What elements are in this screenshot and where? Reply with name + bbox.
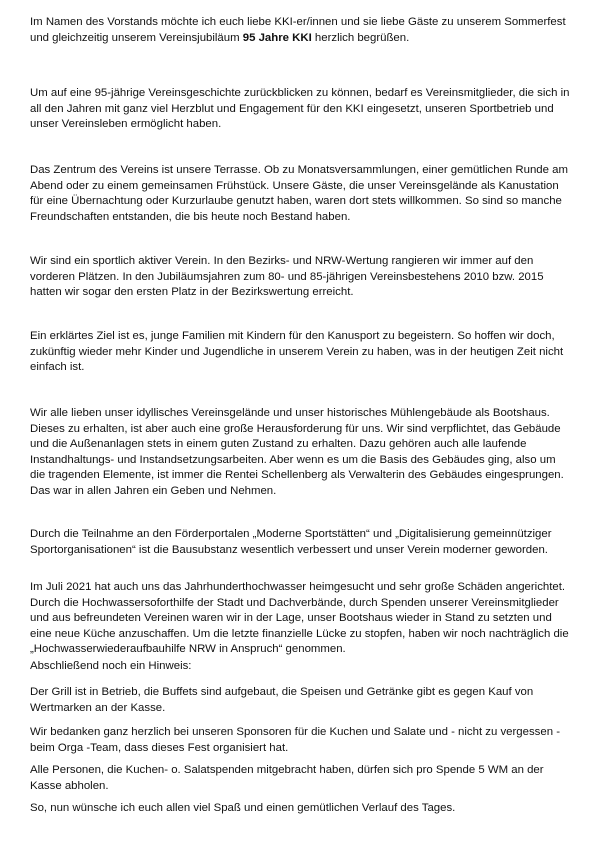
welcome-text-start: Im Namen des Vorstands möchte ich euch liebe KKI-er/innen und sie liebe Gäste zu unserem Sommerfest und gleichzeitig unserem Vereinsjubiläum (30, 16, 566, 44)
paragraph-welcome (30, 15, 570, 46)
paragraph-funding: Durch die Teilnahme an den Förderportalen „Moderne Sportstätten“ und „Digitalisierung gemeinnütziger Sportorganisationen“ ist die Bausubstanz wesentlich verbessert und unser Verein moderner geworden. (30, 528, 552, 556)
anniversary-highlight: 95 Jahre KKI (242, 31, 312, 44)
paragraph-history: Um auf eine 95-jährige Vereinsgeschichte zurückblicken zu können, bedarf es Vereinsmitglieder, die sich in all den Jahren mit ganz viel Herzblut und Engagement für den KKI eingesetzt, unseren Sportbetrieb und unser Vereinsleben ermöglicht haben. (30, 87, 570, 131)
paragraph-families: Ein erklärtes Ziel ist es, junge Familien mit Kindern für den Kanusport zu begeistern. So hoffen wir doch, zukünftig wieder mehr Kinder und Jugendliche in unserem Verein zu haben, was in der heutigen Zeit nicht einfach ist. (30, 330, 564, 374)
paragraph-flood: Im Juli 2021 hat auch uns das Jahrhunderthochwasser heimgesucht und sehr große Schäden angerichtet. Durch die Hochwassersoforthilfe der Stadt und Dachverbände, durch Spenden unserer Vereinsmitglieder und aus befreundeten Vereinen waren wir in der Lage, unser Bootshaus wieder in Stand zu setzten und eine neue Küche anzuschaffen. Um die letzte finanzielle Lücke zu stopfen, haben wir noch nachträglich die „Hochwasserwiederaufbauhilfe NRW in Anspruch“ genommen. (30, 581, 569, 656)
paragraph-boathouse: Wir alle lieben unser idyllisches Vereinsgelände und unser historisches Mühlengebäude als Bootshaus. Dieses zu erhalten, ist aber auch eine große Herausforderung für uns. Wir sind verpflichtet, das Gebäude und die Außenanlagen stets in einem guten Zustand zu erhalten. Dazu gehören auch alle laufende Instandhaltungs- und Instandsetzungsarbeiten. Aber wenn es um die Basis des Gebäudes ging, also um die tragenden Elemente, ist immer die Rentei Schellenberg als Verwalterin des Gebäudes eingesprungen. Das war in allen Jahren ein Geben und Nehmen. (30, 407, 564, 497)
paragraph-terrace: Das Zentrum des Vereins ist unsere Terrasse. Ob zu Monatsversammlungen, einer gemütlichen Runde am Abend oder zu einem gemeinsamen Frühstück. Unsere Gäste, die unser Vereinsgelände als Kanustation für eine Übernachtung oder Kurzurlaube genutzt haben, waren dort stets willkommen. So sind so manche Freundschaften entstanden, die bis heute noch Bestand haben. (30, 164, 568, 223)
paragraph-note-heading: Abschließend noch ein Hinweis: (30, 660, 192, 672)
welcome-text-end: herzlich begrüßen. (311, 31, 410, 44)
paragraph-closing: So, nun wünsche ich euch allen viel Spaß und einen gemütlichen Verlauf des Tages. (30, 802, 456, 814)
paragraph-sponsors: Wir bedanken ganz herzlich bei unseren Sponsoren für die Kuchen und Salate und - nicht zu vergessen - beim Orga -Team, dass dieses Fest organisiert hat. (30, 726, 560, 754)
paragraph-sport: Wir sind ein sportlich aktiver Verein. In den Bezirks- und NRW-Wertung rangieren wir immer auf den vorderen Plätzen. In den Jubiläumsjahren zum 80- und 85-jährigen Vereinsbestehens 2010 bzw. 2015 hatten wir sogar den ersten Platz in der Bezirkswertung erreicht. (30, 255, 544, 299)
paragraph-grill: Der Grill ist in Betrieb, die Buffets sind aufgebaut, die Speisen und Getränke gibt es gegen Kauf von Wertmarken an der Kasse. (30, 686, 534, 714)
paragraph-donations: Alle Personen, die Kuchen- o. Salatspenden mitgebracht haben, dürfen sich pro Spende 5 WM an der Kasse abholen. (30, 764, 544, 792)
